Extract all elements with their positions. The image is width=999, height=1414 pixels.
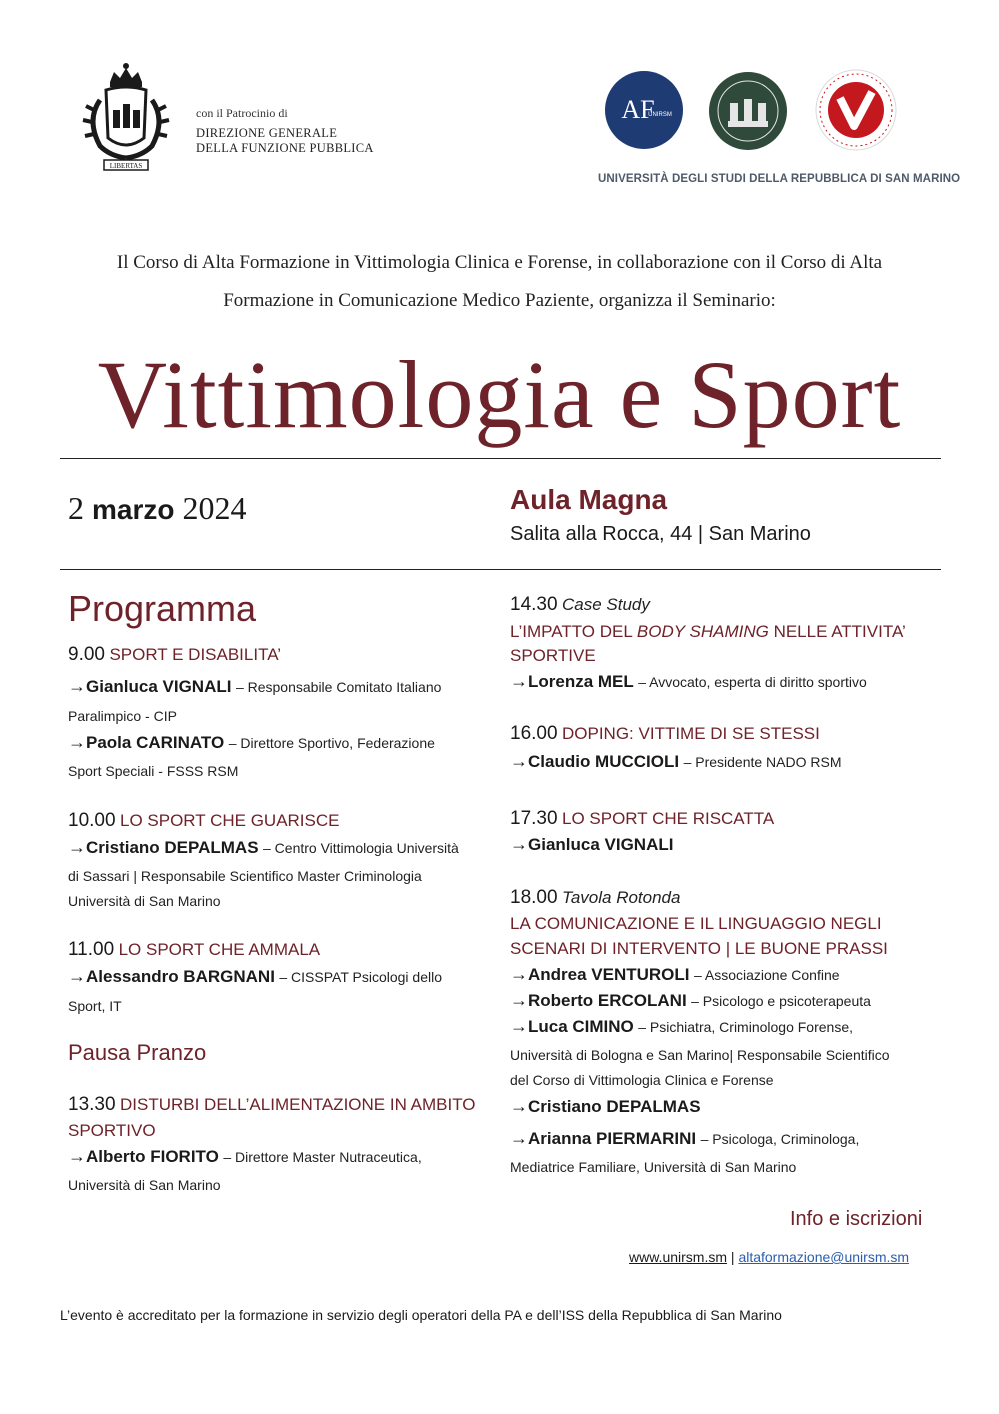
crest-motto: LIBERTAS xyxy=(109,162,143,170)
session-topic: LO SPORT CHE GUARISCE xyxy=(120,811,340,830)
arrow-right-icon: → xyxy=(510,671,528,691)
intro-line-1: Il Corso di Alta Formazione in Vittimologia Clinica e Forense, in collaborazione con il Corso di Alta xyxy=(116,252,883,273)
session-topic-cont: SCENARI DI INTERVENTO | LE BUONE PRASSI xyxy=(510,939,888,958)
arrow-right-icon: → xyxy=(510,834,528,854)
date-year: 2024 xyxy=(182,490,247,526)
university-seal-logo xyxy=(708,71,788,151)
session-10-header xyxy=(68,810,339,832)
speaker-role-cont: Università di Bologna e San Marino| Responsabile Scientifico xyxy=(510,1047,890,1063)
divider-middle xyxy=(60,569,941,570)
arrow-right-icon: → xyxy=(68,732,86,752)
speaker-row xyxy=(510,1016,853,1037)
seminar-title: Vittimologia e Sport xyxy=(97,341,902,448)
arrow-right-icon: → xyxy=(510,751,528,771)
speaker-role: – Direttore Sportivo, Federazione xyxy=(228,735,435,751)
speaker-row xyxy=(68,1146,422,1167)
session-time: 14.30 xyxy=(510,594,558,615)
session-kind: Case Study xyxy=(562,595,650,614)
speaker-row xyxy=(68,676,441,697)
date-month: marzo xyxy=(92,494,175,525)
session-topic: DISTURBI DELL’ALIMENTAZIONE IN AMBITO xyxy=(120,1095,476,1114)
speaker-row xyxy=(510,964,840,985)
session-time: 17.30 xyxy=(510,808,558,829)
session-kind: Tavola Rotonda xyxy=(562,888,681,907)
speaker-role-cont: Mediatrice Familiare, Università di San Marino xyxy=(510,1159,797,1175)
speaker-name: Roberto ERCOLANI xyxy=(528,991,687,1010)
speaker-row xyxy=(68,732,435,753)
speaker-name: Alberto FIORITO xyxy=(86,1147,219,1166)
speaker-role: – Psicologa, Criminologa, xyxy=(700,1131,860,1147)
session-16-header xyxy=(510,723,820,745)
speaker-role: – Psicologo e psicoterapeuta xyxy=(691,993,871,1009)
session-1430-header xyxy=(510,594,650,616)
topic-part: L’IMPATTO DEL xyxy=(510,622,637,641)
session-9-header xyxy=(68,644,281,666)
arrow-right-icon: → xyxy=(68,676,86,696)
san-marino-crest-logo xyxy=(80,60,172,178)
speaker-role: – Psichiatra, Criminologo Forense, xyxy=(638,1019,854,1035)
venue-name: Aula Magna xyxy=(510,484,668,515)
session-topic-cont: SPORTIVO xyxy=(68,1121,156,1140)
speaker-name: Andrea VENTUROLI xyxy=(528,965,690,984)
session-topic-cont: SPORTIVE xyxy=(510,646,596,665)
speaker-row xyxy=(510,671,867,692)
divider-top xyxy=(60,458,941,459)
speaker-role: – CISSPAT Psicologi dello xyxy=(279,969,443,985)
speaker-role: – Direttore Master Nutraceutica, xyxy=(223,1149,422,1165)
speaker-name: Cristiano DEPALMAS xyxy=(528,1097,701,1116)
arrow-right-icon: → xyxy=(510,1016,528,1036)
patronage-label: con il Patrocinio di xyxy=(196,106,288,120)
speaker-role: – Associazione Confine xyxy=(693,967,840,983)
arrow-right-icon: → xyxy=(68,1146,86,1166)
arrow-right-icon: → xyxy=(510,964,528,984)
intro-line-2: Formazione in Comunicazione Medico Paziente, organizza il Seminario: xyxy=(223,290,776,311)
info-heading: Info e iscrizioni xyxy=(790,1208,923,1230)
patronage-org-line2: DELLA FUNZIONE PUBBLICA xyxy=(196,141,374,155)
speaker-name: Gianluca VIGNALI xyxy=(86,677,232,696)
session-topic: DOPING: VITTIME DI SE STESSI xyxy=(562,724,820,743)
venue-address: Salita alla Rocca, 44 | San Marino xyxy=(510,523,811,545)
date-day: 2 xyxy=(68,490,84,526)
speaker-row xyxy=(68,966,442,987)
session-topic: LA COMUNICAZIONE E IL LINGUAGGIO NEGLI xyxy=(510,914,882,933)
speaker-name: Gianluca VIGNALI xyxy=(528,835,674,854)
intro-text xyxy=(40,244,959,320)
topic-part: NELLE ATTIVITA’ xyxy=(768,622,906,641)
session-time: 10.00 xyxy=(68,810,116,831)
lunch-break-label: Pausa Pranzo xyxy=(68,1040,207,1065)
arrow-right-icon: → xyxy=(510,990,528,1010)
website-link[interactable]: www.unirsm.sm xyxy=(629,1249,728,1265)
speaker-role-cont: Università di San Marino xyxy=(68,1177,221,1193)
speaker-role: – Responsabile Comitato Italiano xyxy=(235,679,442,695)
arrow-right-icon: → xyxy=(68,966,86,986)
speaker-name: Arianna PIERMARINI xyxy=(528,1129,697,1148)
speaker-name: Luca CIMINO xyxy=(528,1017,634,1036)
speaker-role: – Presidente NADO RSM xyxy=(683,754,842,770)
patronage-org-line1: DIREZIONE GENERALE xyxy=(196,126,338,140)
session-topic: LO SPORT CHE AMMALA xyxy=(118,940,321,959)
speaker-role: – Centro Vittimologia Università xyxy=(263,840,459,856)
session-18-header xyxy=(510,887,680,909)
program-heading: Programma xyxy=(68,588,257,629)
session-11-header xyxy=(68,939,320,961)
session-time: 16.00 xyxy=(510,723,558,744)
speaker-row xyxy=(510,751,842,772)
speaker-name: Claudio MUCCIOLI xyxy=(528,752,680,771)
speaker-role-cont: Università di San Marino xyxy=(68,893,221,909)
session-topic: LO SPORT CHE RISCATTA xyxy=(562,809,775,828)
research-centre-logo xyxy=(814,68,898,152)
info-links xyxy=(629,1249,909,1265)
af-logo-text: AF xyxy=(621,95,655,124)
session-time: 11.00 xyxy=(68,939,115,960)
session-1730-header xyxy=(510,808,774,830)
accreditation-note: L’evento è accreditato per la formazione in servizio degli operatori della PA e dell’ISS della Repubblica di San Marino xyxy=(60,1307,782,1323)
speaker-role-cont: Paralimpico - CIP xyxy=(68,708,177,724)
speaker-row xyxy=(510,990,871,1011)
arrow-right-icon: → xyxy=(68,837,86,857)
speaker-role-cont: di Sassari | Responsabile Scientifico Master Criminologia xyxy=(68,868,422,884)
speaker-name: Alessandro BARGNANI xyxy=(86,967,275,986)
speaker-row xyxy=(510,1096,701,1117)
session-time: 9.00 xyxy=(68,644,105,665)
university-name: UNIVERSITÀ DEGLI STUDI DELLA REPUBBLICA DI SAN MARINO xyxy=(598,173,961,185)
speaker-role: – Avvocato, esperta di diritto sportivo xyxy=(638,674,867,690)
speaker-role-cont: Sport Speciali - FSSS RSM xyxy=(68,763,239,779)
arrow-right-icon: → xyxy=(510,1128,528,1148)
speaker-name: Lorenza MEL xyxy=(528,672,634,691)
speaker-row xyxy=(68,837,459,858)
link-separator: | xyxy=(730,1249,735,1265)
session-topic: SPORT E DISABILITA’ xyxy=(109,645,282,664)
speaker-row xyxy=(510,834,673,855)
alta-formazione-logo xyxy=(604,70,684,150)
speaker-name: Cristiano DEPALMAS xyxy=(86,838,259,857)
topic-part-italic: BODY SHAMING xyxy=(636,622,769,641)
arrow-right-icon: → xyxy=(510,1096,528,1116)
speaker-row xyxy=(510,1128,859,1149)
event-date xyxy=(68,490,246,527)
session-1330-header xyxy=(68,1094,476,1116)
session-topic xyxy=(510,622,906,642)
af-logo-subtext: UNIRSM xyxy=(648,112,672,118)
speaker-role-cont: Sport, IT xyxy=(68,998,122,1014)
session-time: 13.30 xyxy=(68,1094,116,1115)
email-link[interactable]: altaformazione@unirsm.sm xyxy=(738,1249,910,1265)
speaker-name: Paola CARINATO xyxy=(86,733,225,752)
speaker-role-cont: del Corso di Vittimologia Clinica e Forense xyxy=(510,1072,774,1088)
session-time: 18.00 xyxy=(510,887,558,908)
